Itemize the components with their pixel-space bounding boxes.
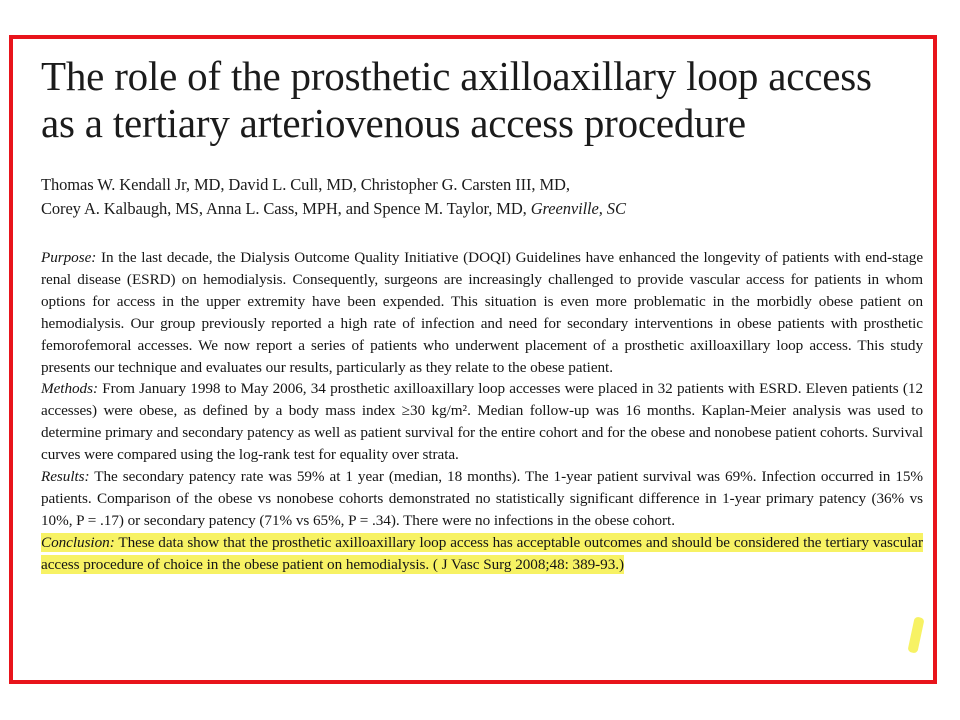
conclusion-text: These data show that the prosthetic axilloaxillary loop access has acceptable outcomes and should be considered the tertiary vascular access procedure of choice in the obese patient on hemodialysis. bbox=[41, 533, 923, 573]
abstract-methods bbox=[41, 378, 923, 466]
methods-label: Methods: bbox=[41, 380, 98, 398]
methods-text: From January 1998 to May 2006, 34 prosthetic axilloaxillary loop accesses were placed in 32 patients with ESRD. Eleven patients (12 accesses) were obese, as defined by a body mass index ≥30 kg/m². Median follow-up was 16 months. Kaplan-Meier analysis was used to determine primary and secondary patency as well as patient survival for the entire cohort and for the obese and nonobese patient cohorts. Survival curves were compared using the log-rank test for equality over strata. bbox=[41, 380, 923, 464]
article-scan bbox=[41, 53, 923, 576]
article-title bbox=[41, 53, 923, 147]
author-list bbox=[41, 173, 923, 221]
results-label: Results: bbox=[41, 468, 90, 486]
authors-line-1: Thomas W. Kendall Jr, MD, David L. Cull, MD, Christopher G. Carsten III, MD, bbox=[41, 175, 570, 194]
citation: ( J Vasc Surg 2008;48: 389-93.) bbox=[432, 555, 625, 573]
abstract-results bbox=[41, 466, 923, 532]
author-location: Greenville, SC bbox=[530, 199, 626, 218]
highlighter-stroke bbox=[907, 616, 924, 653]
purpose-label: Purpose: bbox=[41, 249, 97, 266]
title-line-1: The role of the prosthetic axilloaxillary loop access bbox=[41, 53, 872, 99]
title-line-2: as a tertiary arteriovenous access procedure bbox=[41, 100, 746, 146]
conclusion-highlight bbox=[41, 533, 923, 574]
abstract-conclusion bbox=[41, 532, 923, 576]
conclusion-label: Conclusion: bbox=[41, 533, 115, 551]
slide-frame bbox=[9, 35, 937, 684]
purpose-text: In the last decade, the Dialysis Outcome Quality Initiative (DOQI) Guidelines have enhanced the longevity of patients with end-stage renal disease (ESRD) on hemodialysis. Consequently, surgeons are increasingly challenged to provide vascular access for patients in whom options for access in the upper extremity have been expended. This situation is even more problematic in the morbidly obese patient on hemodialysis. Our group previously reported a high rate of infection and need for secondary interventions in obese patients with prosthetic femorofemoral accesses. We now report a series of patients who underwent placement of a prosthetic axilloaxillary loop access. This study presents our technique and evaluates our results, particularly as they relate to the obese patient. bbox=[41, 249, 924, 376]
abstract-purpose bbox=[41, 247, 923, 378]
abstract bbox=[41, 247, 923, 576]
authors-line-2: Corey A. Kalbaugh, MS, Anna L. Cass, MPH, and Spence M. Taylor, MD, bbox=[41, 199, 527, 218]
results-text: The secondary patency rate was 59% at 1 year (median, 18 months). The 1-year patient survival was 69%. Infection occurred in 15% patients. Comparison of the obese vs nonobese cohorts demonstrated no statistically significant difference in 1-year primary patency (36% vs 10%, P = .17) or secondary patency (71% vs 65%, P = .34). There were no infections in the obese cohort. bbox=[41, 468, 924, 529]
